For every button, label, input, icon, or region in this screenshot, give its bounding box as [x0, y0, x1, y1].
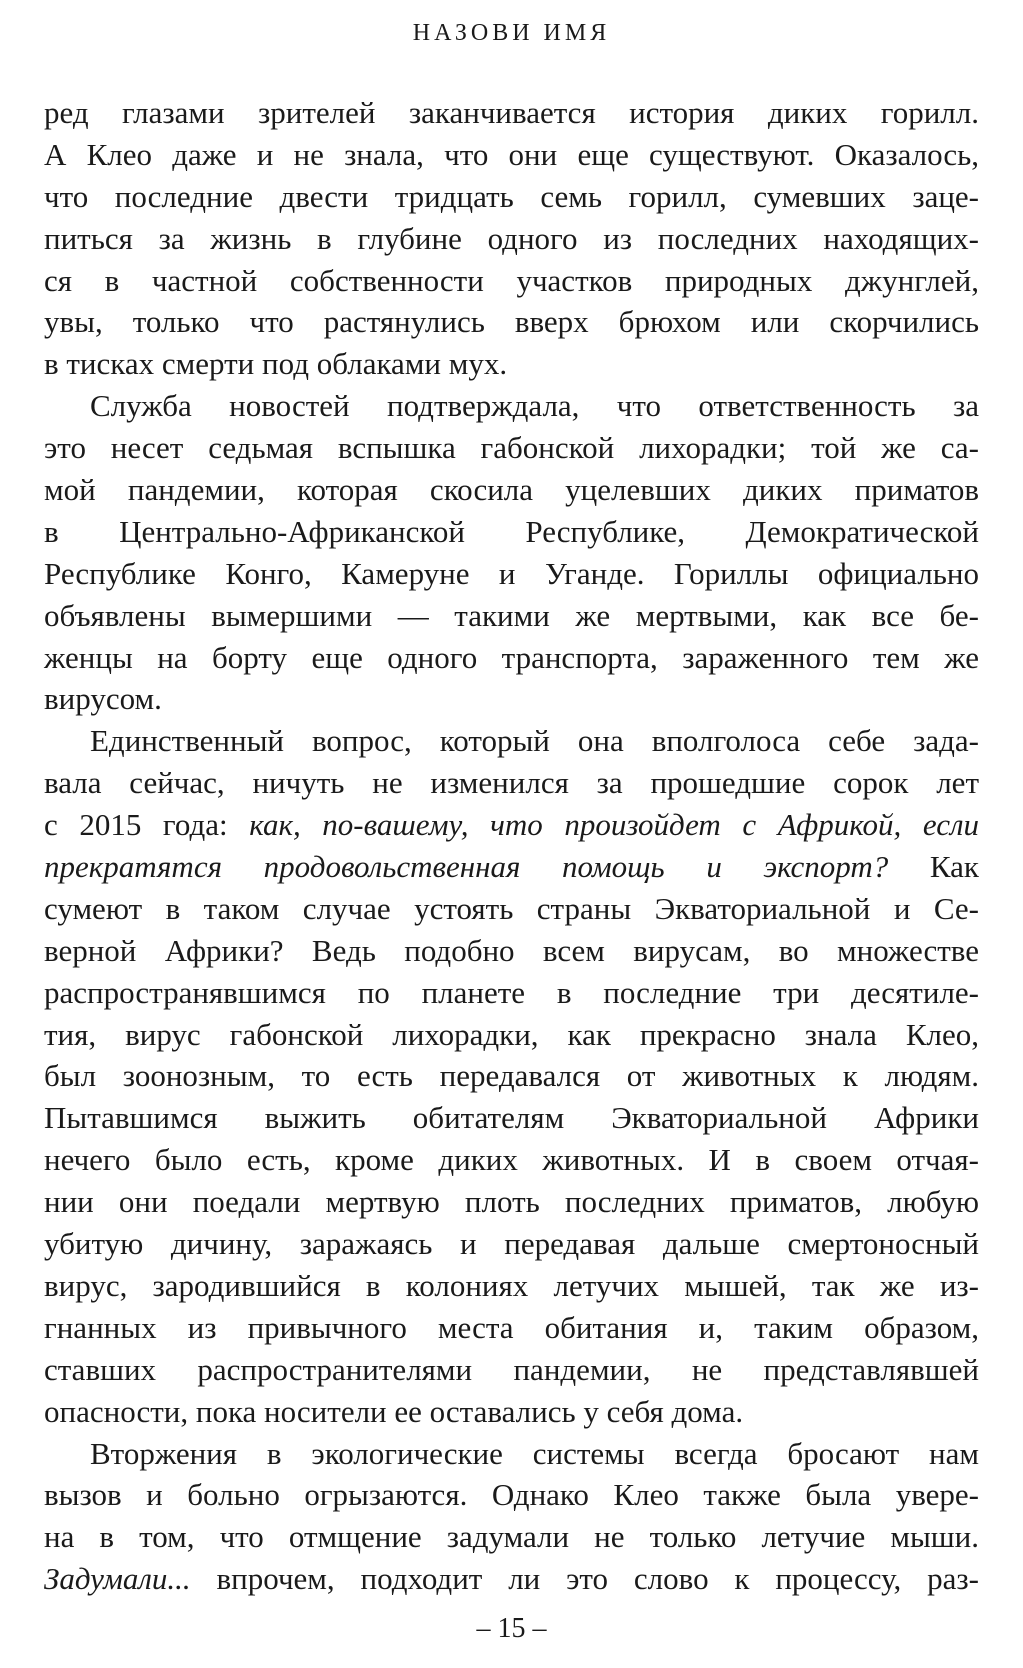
text-line	[44, 176, 979, 218]
text-line	[44, 1474, 979, 1516]
running-head: НАЗОВИ ИМЯ	[412, 20, 611, 46]
text-run: ся в частной собственности участков природных джунглей,	[44, 262, 979, 298]
text-line	[44, 427, 979, 469]
text-run: вызов и больно огрызаются. Однако Клео также была увере-	[44, 1477, 979, 1513]
text-run: нечего было есть, кроме диких животных. И в своем отчая-	[44, 1142, 979, 1178]
text-run: Республике Конго, Камеруне и Уганде. Гориллы официально	[44, 555, 979, 591]
text-line	[44, 678, 979, 720]
text-run: в Центрально-Африканской Республике, Демократической	[44, 513, 979, 549]
text-run: распространявшимся по планете в последние три десятиле-	[44, 974, 979, 1010]
text-line	[44, 343, 979, 385]
text-run: Единственный вопрос, который она вполголоса себе зада-	[90, 723, 979, 759]
body-text	[44, 92, 979, 1600]
text-line	[44, 1097, 979, 1139]
text-run: ред глазами зрителей заканчивается история диких горилл.	[44, 95, 979, 130]
text-line	[44, 888, 979, 930]
text-line	[44, 1055, 979, 1097]
paragraph	[44, 92, 979, 385]
text-line	[44, 804, 979, 846]
text-line	[44, 134, 979, 176]
text-run: в тисках смерти под облаками мух.	[44, 346, 508, 382]
italic-text: как, по-вашему, что произойдет с Африкой, если	[249, 807, 979, 843]
page-number: – 15 –	[476, 1613, 547, 1644]
text-line	[44, 972, 979, 1014]
text-run: вирусом.	[44, 681, 162, 717]
text-run: сумеют в таком случае устоять страны Экваториальной и Се-	[44, 890, 979, 926]
text-line	[44, 469, 979, 511]
text-run: ставших распространителями пандемии, не представлявшей	[44, 1351, 979, 1387]
text-line	[44, 637, 979, 679]
text-run: с 2015 года:	[44, 807, 250, 843]
text-run: верной Африки? Ведь подобно всем вирусам, во множестве	[44, 932, 979, 968]
text-line	[44, 1307, 979, 1349]
paragraph	[44, 385, 979, 720]
text-line	[44, 1349, 979, 1391]
text-run: тия, вирус габонской лихорадки, как прекрасно знала Клео,	[44, 1016, 979, 1052]
text-line	[44, 1139, 979, 1181]
text-run: Вторжения в экологические системы всегда бросают нам	[90, 1435, 979, 1471]
text-run: питься за жизнь в глубине одного из последних находящих-	[44, 220, 979, 256]
text-run: что последние двести тридцать семь горилл, сумевших заце-	[44, 178, 979, 214]
text-line	[44, 1433, 979, 1475]
text-run: на в том, что отмщение задумали не только летучие мыши.	[44, 1519, 979, 1555]
text-line	[44, 301, 979, 343]
text-line	[44, 511, 979, 553]
italic-text: Задумали...	[44, 1561, 191, 1597]
text-line	[44, 1223, 979, 1265]
text-line	[44, 1014, 979, 1056]
paragraph	[44, 1433, 979, 1601]
text-line	[44, 846, 979, 888]
text-run: убитую дичину, заражаясь и передавая дальше смертоносный	[44, 1226, 979, 1262]
text-line	[44, 1181, 979, 1223]
text-line	[44, 553, 979, 595]
text-line	[44, 1516, 979, 1558]
italic-text: прекратятся продовольственная помощь и экспорт?	[44, 849, 889, 885]
text-line	[44, 762, 979, 804]
text-line	[44, 385, 979, 427]
text-line	[44, 218, 979, 260]
text-line	[44, 1558, 979, 1600]
text-run: Как	[888, 849, 979, 885]
text-run: женцы на борту еще одного транспорта, зараженного тем же	[44, 639, 979, 675]
text-run: гнанных из привычного места обитания и, таким образом,	[44, 1309, 979, 1345]
text-line	[44, 720, 979, 762]
text-line	[44, 92, 979, 134]
text-run: увы, только что растянулись вверх брюхом или скорчились	[44, 304, 979, 340]
text-run: Служба новостей подтверждала, что ответственность за	[90, 388, 979, 424]
text-run: нии они поедали мертвую плоть последних приматов, любую	[44, 1184, 979, 1220]
text-run: вирус, зародившийся в колониях летучих мышей, так же из-	[44, 1267, 979, 1303]
text-run: опасности, пока носители ее оставались у себя дома.	[44, 1393, 744, 1429]
text-line	[44, 260, 979, 302]
text-line	[44, 595, 979, 637]
text-run: это несет седьмая вспышка габонской лихорадки; той же са-	[44, 430, 979, 466]
text-line	[44, 1265, 979, 1307]
text-run: был зоонозным, то есть передавался от животных к людям.	[44, 1058, 979, 1094]
text-run: Пытавшимся выжить обитателям Экваториальной Африки	[44, 1100, 979, 1136]
text-line	[44, 1391, 979, 1433]
text-run: впрочем, подходит ли это слово к процессу, раз-	[190, 1561, 979, 1597]
text-run: объявлены вымершими — такими же мертвыми, как все бе-	[44, 597, 979, 633]
text-run: мой пандемии, которая скосила уцелевших диких приматов	[44, 472, 979, 508]
paragraph	[44, 720, 979, 1432]
text-line	[44, 930, 979, 972]
text-run: А Клео даже и не знала, что они еще существуют. Оказалось,	[44, 136, 979, 172]
text-run: вала сейчас, ничуть не изменился за прошедшие сорок лет	[44, 765, 979, 801]
